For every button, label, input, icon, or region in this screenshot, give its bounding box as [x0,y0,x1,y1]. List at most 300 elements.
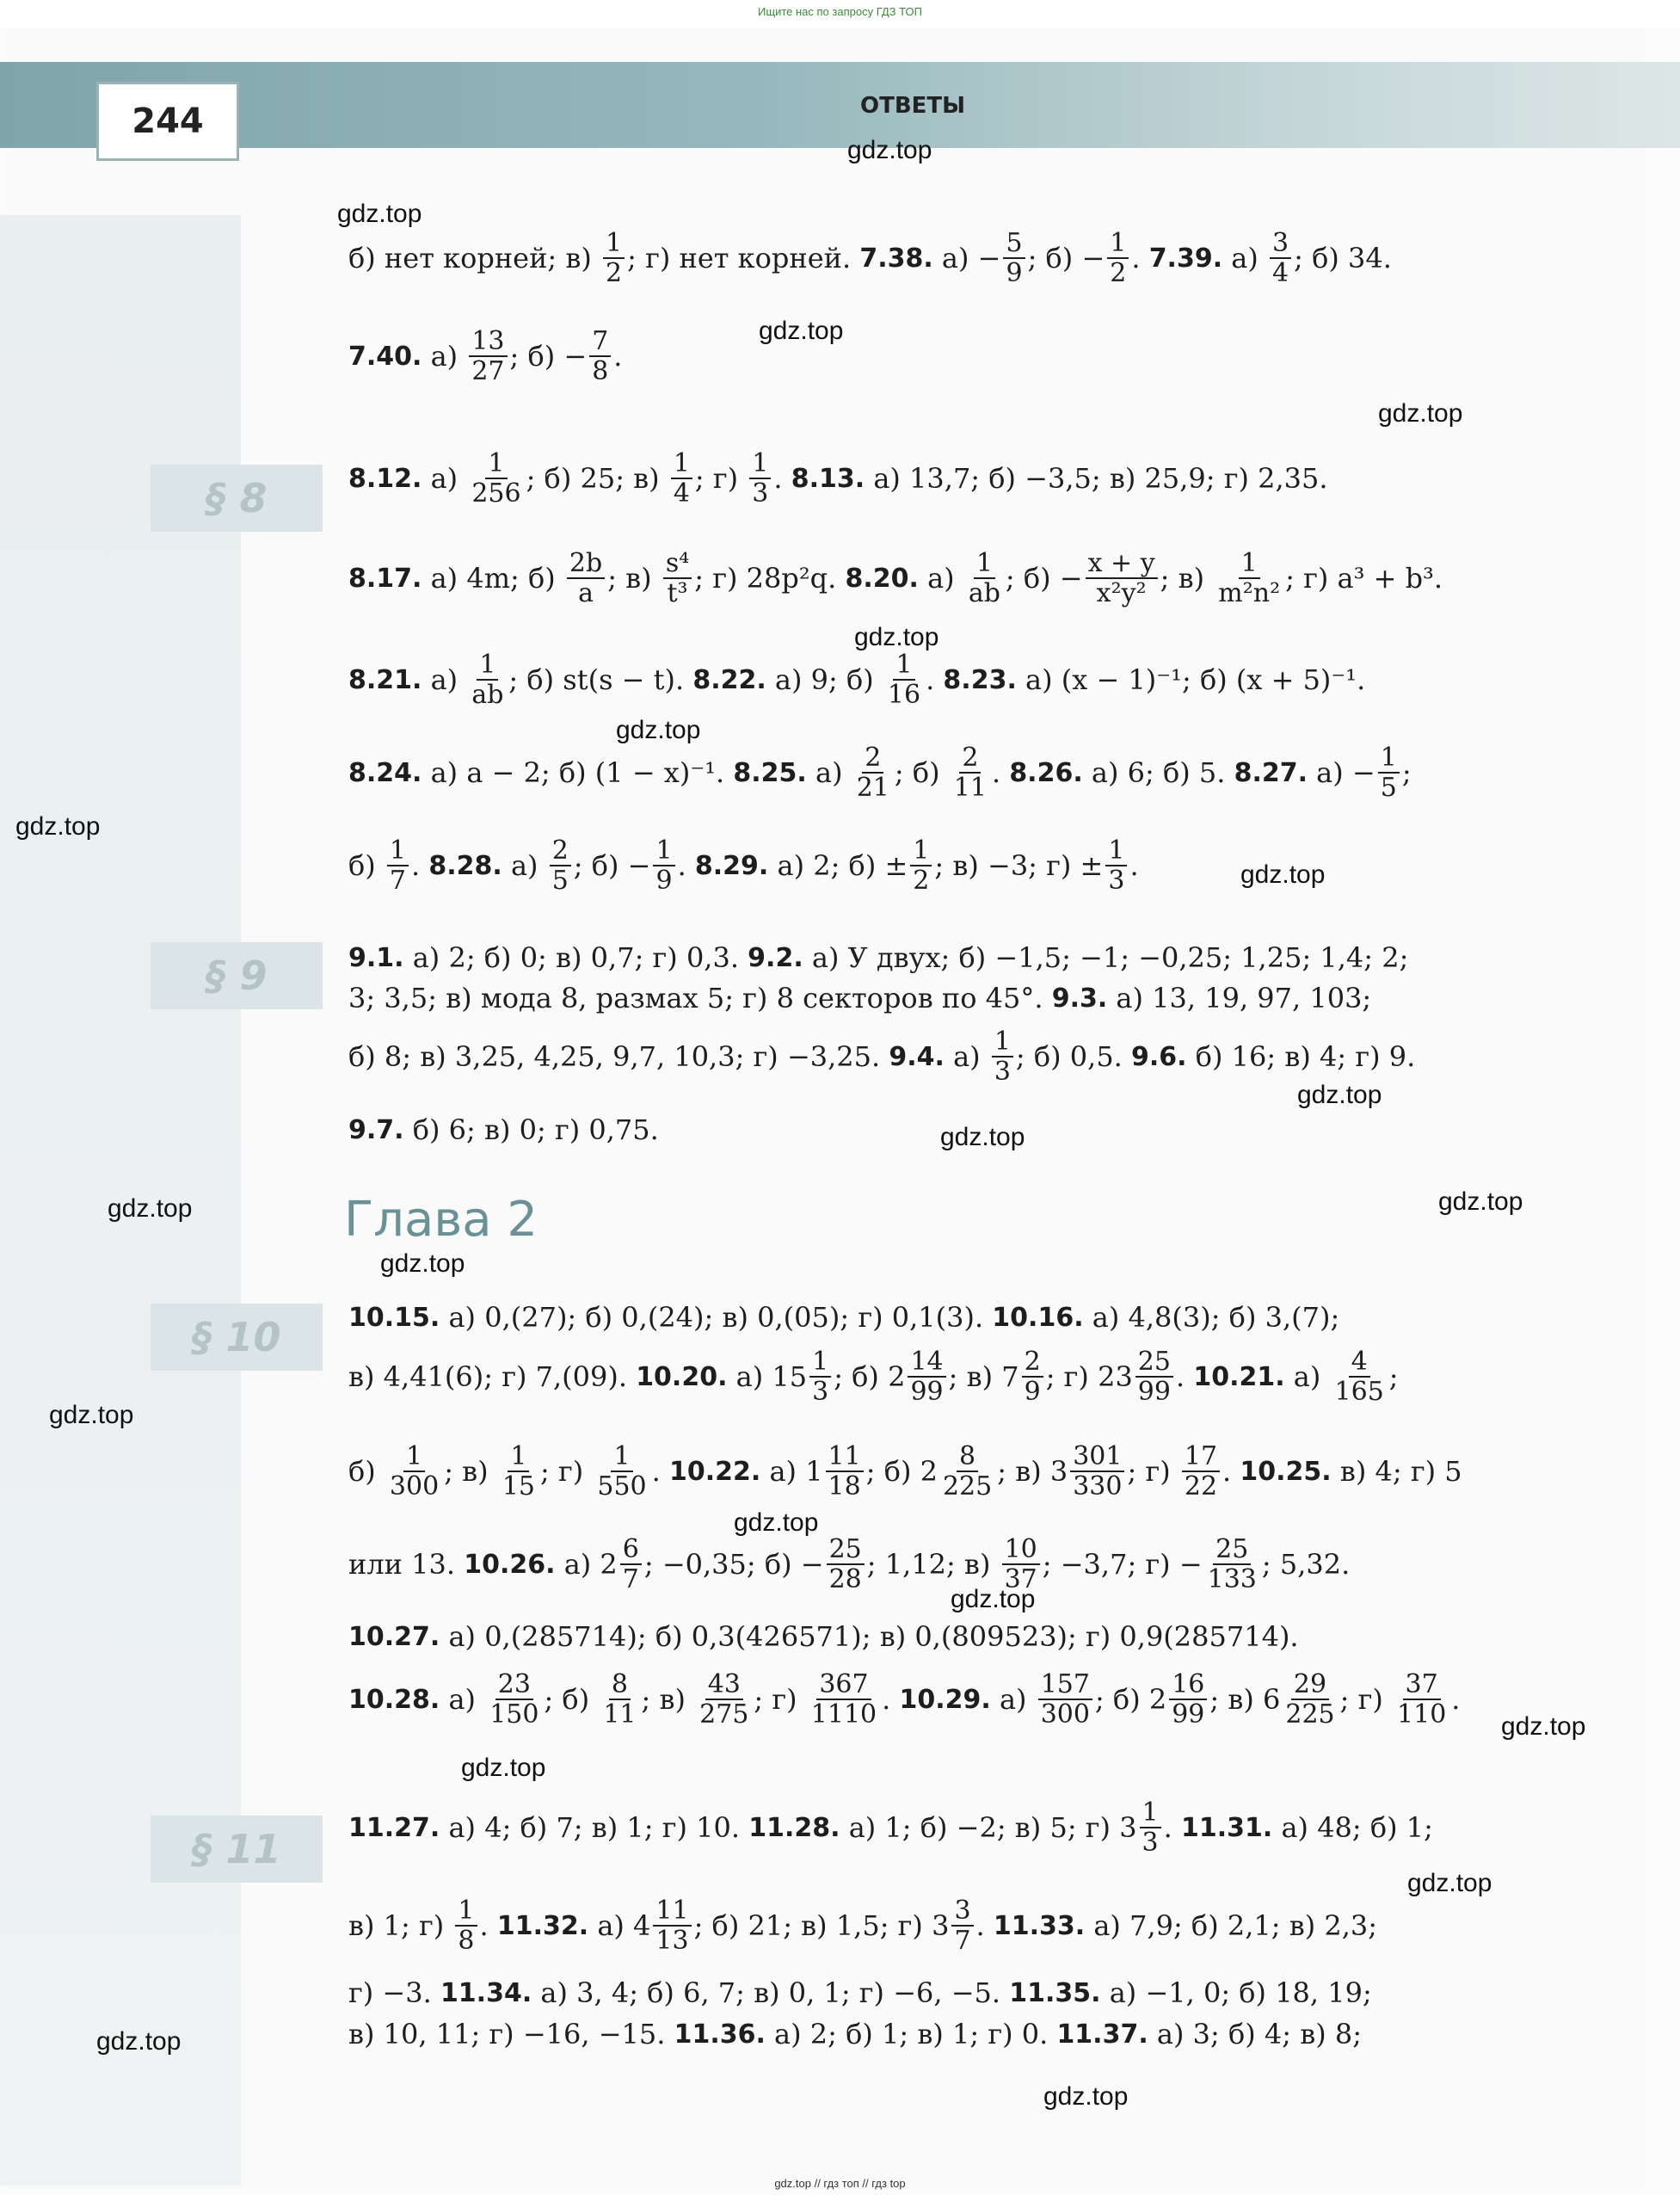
answer-line-content [348,1027,1501,1087]
denominator: 99 [1172,1699,1205,1729]
numerator: 3 [951,1896,973,1927]
fraction [826,1442,864,1501]
answer-text: в) 1; г) [348,1909,453,1942]
denominator: x²y² [1096,578,1147,608]
exercise-number: 10.20. [636,1361,728,1392]
denominator: 275 [699,1699,749,1729]
denominator: t³ [667,578,688,608]
answer-text: а) 2; б) 0; в) 0,7; г) 0,3. [403,941,748,974]
exercise-number: 10.29. [899,1684,991,1715]
answer-text: а) 0,(285714); б) 0,3(426571); в) 0,(809523); г) 0,9(285714). [440,1620,1299,1653]
answer-text: а) 4 [588,1909,651,1942]
denominator: 4 [1272,258,1289,288]
watermark: gdz.top [951,1585,1036,1613]
denominator: 7 [954,1926,971,1956]
numerator: 1 [893,650,914,681]
fraction [469,650,506,709]
answer-text: ; г) 23 [1045,1360,1133,1393]
exercise-number: 8.29. [694,850,769,881]
denominator: 99 [910,1377,944,1407]
answer-text: ; б) st(s − t). [508,663,693,696]
answer-text: а) 1 [760,1455,823,1488]
fraction [1038,1670,1092,1729]
numerator: 5 [1003,229,1025,259]
answer-text: . [991,756,1010,789]
answer-text: а) 1; б) −2; в) 5; г) 3 [840,1811,1137,1844]
exercise-number: 8.27. [1234,757,1308,788]
answer-text: ; г) [754,1683,806,1716]
answer-line-content [348,650,1501,710]
denominator: m²n² [1218,578,1281,608]
answer-line [348,448,1501,509]
section-8-label: § 8 [151,465,323,532]
fraction [469,449,523,508]
fraction [1140,1798,1161,1857]
denominator: 3 [752,478,769,509]
numerator: 301 [1070,1442,1124,1472]
denominator: ab [968,578,1000,608]
fraction [910,836,932,895]
answer-text: . [926,663,944,696]
answer-text: ; б) 2 [834,1360,906,1393]
answer-text: а) У двух; б) −1,5; −1; −0,25; 1,25; 1,4; 2; [803,941,1409,974]
answer-line-content [348,1106,1501,1154]
answer-text: а) 0,(27); б) 0,(24); в) 0,(05); г) 0,1(3). [440,1301,993,1334]
answer-text: а) 9; б) [766,663,883,696]
numerator: x + y [1086,549,1158,579]
fraction [697,1670,751,1729]
answer-text: а) [440,1683,485,1716]
answer-line [348,548,1501,608]
exercise-number: 11.32. [496,1910,589,1941]
answer-text: а) 3; б) 4; в) 8; [1148,2018,1362,2050]
answer-line [348,650,1501,710]
answer-text: а) 2; б) ± [768,849,908,882]
answer-line-content [348,1797,1501,1858]
answer-text: . [882,1683,900,1716]
answer-text: ; б) 25; в) [526,462,668,495]
bottom-note: gdz.top // гдз топ // гдз top [774,2177,906,2190]
denominator: 5 [551,866,569,896]
numerator: 23 [495,1670,533,1700]
watermark: gdz.top [96,2027,182,2056]
answer-line-content [348,448,1501,509]
answer-text: в) 10, 11; г) −16, −15. [348,2018,674,2050]
fraction [940,1442,994,1501]
fraction [1215,549,1283,607]
answer-text: б) 8; в) 3,25, 4,25, 9,7, 10,3; г) −3,25. [348,1040,889,1073]
answer-text: а) − [1308,756,1375,789]
watermark: gdz.top [1240,860,1326,889]
answer-text: ; б) [544,1683,599,1716]
answer-text: ; г) 28p²q. [694,562,846,595]
numerator: 1 [809,1347,831,1378]
fraction [1270,229,1291,287]
denominator: 3 [812,1377,829,1407]
denominator: 15 [502,1471,535,1501]
answer-text: ; в) −3; г) ± [934,849,1104,882]
answer-text: ; б) 2 [1094,1683,1167,1716]
numerator: 1 [974,549,995,579]
answer-text: ; в) 3 [997,1455,1068,1488]
fraction [1003,229,1025,287]
denominator: 99 [1137,1377,1171,1407]
denominator: 225 [1285,1699,1335,1729]
exercise-number: 7.38. [859,243,933,274]
numerator: 367 [816,1670,871,1700]
answer-text: а) −1, 0; б) 18, 19; [1100,1976,1372,2009]
answer-text: а) [422,340,467,373]
exercise-number: 7.40. [348,341,422,372]
answer-line-content [348,228,1501,288]
exercise-number: 11.37. [1056,2019,1148,2050]
fraction [1070,1442,1124,1501]
answer-text: б) [348,1455,385,1488]
exercise-number: 7.39. [1148,243,1223,274]
denominator: 8 [592,356,609,386]
watermark: gdz.top [854,623,939,651]
numerator: 1 [387,836,409,866]
answer-text: а) 7,9; б) 2,1; в) 2,3; [1085,1909,1378,1942]
fraction [653,1896,691,1955]
exercise-number: 11.33. [993,1910,1086,1941]
watermark: gdz.top [1407,1869,1492,1897]
denominator: 37 [1004,1564,1037,1594]
answer-text: ; [1401,756,1412,789]
answer-text: а) [422,663,467,696]
fraction [908,1347,945,1406]
answer-text: . [651,1455,669,1488]
watermark: gdz.top [1297,1081,1382,1109]
numerator: 25 [1135,1347,1173,1378]
answer-text: ; −0,35; б) − [643,1548,824,1581]
numerator: 25 [1213,1535,1251,1565]
answer-text: ; б) 21; в) 1,5; г) 3 [693,1909,950,1942]
answer-text: а) [944,1040,989,1073]
answer-line-content [348,974,1501,1022]
answer-text: ; −3,7; г) − [1042,1548,1203,1581]
answer-text: а) [502,849,547,882]
section-9-label: § 9 [151,942,323,1009]
denominator: 9 [655,866,673,896]
answer-line-content [348,835,1501,896]
numerator: 2 [1022,1347,1043,1378]
answer-line-content [348,548,1501,608]
exercise-number: 8.17. [348,563,422,594]
fraction [1135,1347,1173,1406]
denominator: 2 [1110,258,1127,288]
watermark: gdz.top [108,1194,193,1223]
answer-text: ; б) 2 [865,1455,938,1488]
answer-text: ; б) [894,756,949,789]
numerator: 1 [611,1442,632,1472]
answer-text: а) (x − 1)⁻¹; б) (x + 5)⁻¹. [1016,663,1366,696]
chapter-title: Глава 2 [344,1192,538,1248]
exercise-number: 10.15. [348,1302,440,1333]
fraction [885,650,923,709]
watermark: gdz.top [1438,1187,1523,1216]
answer-text: ; б) 0,5. [1015,1040,1132,1073]
denominator: 2 [913,866,930,896]
answer-text: . [1163,1811,1181,1844]
exercise-number: 8.26. [1009,757,1083,788]
answer-text: ; г) [1127,1455,1179,1488]
fraction [500,1442,538,1501]
exercise-number: 11.36. [674,2019,766,2050]
answer-text: б) 16; в) 4; г) 9. [1186,1040,1416,1073]
watermark: gdz.top [759,317,844,345]
answer-line [348,1106,1501,1154]
watermark: gdz.top [461,1754,546,1782]
answer-text: . [1131,242,1149,274]
watermark: gdz.top [940,1123,1025,1151]
exercise-number: 10.28. [348,1684,440,1715]
answer-line [348,1534,1501,1594]
numerator: 7 [589,327,611,357]
answer-text: . [975,1909,994,1942]
exercise-number: 8.24. [348,757,422,788]
numerator: 1 [477,650,498,681]
answer-text: ; в) 7 [948,1360,1019,1393]
numerator: 1 [603,229,625,259]
denominator: 11 [953,773,987,803]
exercise-number: 8.12. [348,463,422,494]
answer-text: . [411,849,429,882]
fraction [1086,549,1158,607]
fraction [809,1670,879,1729]
denominator: 28 [828,1564,862,1594]
denominator: 3 [1142,1828,1159,1858]
numerator: 1 [455,1896,477,1927]
answer-text: а) [990,1683,1036,1716]
denominator: 16 [887,680,921,710]
exercise-number: 9.4. [889,1041,945,1072]
fraction [854,743,892,802]
numerator: 1 [1378,743,1400,774]
exercise-number: 10.21. [1193,1361,1285,1392]
header-band [0,62,1680,148]
denominator: 550 [597,1471,647,1501]
fraction [1378,743,1400,802]
denominator: 225 [942,1471,993,1501]
numerator: 13 [469,327,507,357]
fraction [663,549,692,607]
answer-text: ; г) [694,462,748,495]
answer-text: ; б) 34. [1294,242,1392,274]
fraction [1332,1347,1387,1406]
fraction [387,1442,441,1501]
answer-text: б) нет корней; в) [348,242,601,274]
answer-line-content [348,1293,1501,1341]
watermark: gdz.top [380,1249,465,1278]
exercise-number: 8.13. [791,463,865,494]
watermark: gdz.top [616,716,701,744]
exercise-number: 11.34. [440,1977,532,2008]
answer-text: а) 2 [555,1548,618,1581]
watermark: gdz.top [49,1401,134,1429]
answer-line [348,974,1501,1022]
answer-text: а) 13,7; б) −3,5; в) 25,9; г) 2,35. [865,462,1328,495]
fraction [594,1442,649,1501]
answer-text: а) 4; б) 7; в) 1; г) 10. [440,1811,749,1844]
numerator: 8 [957,1442,978,1472]
numerator: 1 [671,449,692,479]
fraction [1205,1535,1259,1594]
exercise-number: 10.22. [668,1456,761,1487]
fraction [620,1535,642,1594]
fraction [603,229,625,287]
answer-text: ; б) − [509,340,588,373]
answer-text: ; [1388,1360,1399,1393]
answer-text: . [479,1909,497,1942]
answer-text: а) − [932,242,1001,274]
answer-text: а) 13, 19, 97, 103; [1107,982,1372,1014]
answer-text: . [1222,1455,1240,1488]
answer-text: а) [806,756,852,789]
denominator: 1110 [810,1699,877,1729]
answer-line [348,1797,1501,1858]
fraction [1182,1442,1220,1501]
numerator: 6 [620,1535,642,1565]
answer-text: а) a − 2; б) (1 − x)⁻¹. [422,756,734,789]
page-number: 244 [96,82,239,161]
exercise-number: 10.27. [348,1621,440,1652]
numerator: 2b [567,549,605,579]
answer-line-content [348,743,1501,803]
answer-line [348,743,1501,803]
answer-line [348,1027,1501,1087]
watermark: gdz.top [1378,399,1463,428]
denominator: 3 [1108,866,1125,896]
answer-text: ; б) − [1027,242,1105,274]
answer-line-content [348,1612,1501,1661]
answer-text: ; в) [1160,562,1214,595]
numerator: 1 [910,836,932,866]
exercise-number: 10.16. [992,1302,1084,1333]
exercise-number: 11.31. [1180,1812,1273,1843]
fraction [1105,836,1127,895]
answer-text: ; г) a³ + b³. [1285,562,1443,595]
answer-text: ; в) [607,562,661,595]
answer-text: ; 5,32. [1261,1548,1351,1581]
numerator: 1 [749,449,771,479]
fraction [809,1347,831,1406]
numerator: 25 [827,1535,865,1565]
answer-text: а) [1284,1360,1330,1393]
fraction [951,1896,973,1955]
exercise-number: 11.35. [1009,1977,1101,2008]
answer-text: или 13. [348,1548,465,1581]
fraction [600,1670,638,1729]
answer-text: а) 3, 4; б) 6, 7; в) 0, 1; г) −6, −5. [532,1976,1010,2009]
numerator: 2 [862,743,883,774]
fraction [469,327,507,385]
answer-line-content [348,1896,1501,1956]
fraction [589,327,611,385]
watermark: gdz.top [15,812,101,841]
denominator: 27 [471,356,505,386]
answer-text: а) [422,462,467,495]
fraction [550,836,571,895]
numerator: 17 [1182,1442,1220,1472]
answer-line [348,228,1501,288]
answer-text: . [1175,1360,1194,1393]
denominator: 110 [1397,1699,1447,1729]
exercise-number: 9.7. [348,1114,404,1145]
answer-text: ; в) [641,1683,695,1716]
denominator: 7 [622,1564,639,1594]
answer-line [348,1441,1501,1501]
answer-line-content [348,1534,1501,1594]
fraction [1169,1670,1207,1729]
answer-text: ; б) − [573,849,651,882]
fraction [1022,1347,1043,1406]
denominator: 2 [606,258,623,288]
answer-text: . [613,340,623,373]
denominator: 18 [828,1471,861,1501]
answer-text: в) 4,41(6); г) 7,(09). [348,1360,637,1393]
numerator: 1 [1239,549,1260,579]
answer-text: ; г) [1339,1683,1393,1716]
denominator: 4 [673,478,690,509]
answer-text: ; г) [540,1455,593,1488]
answer-text: а) 2; б) 1; в) 1; г) 0. [765,2018,1057,2050]
answer-line-content [348,1669,1501,1729]
answer-text: ; в) 6 [1209,1683,1281,1716]
numerator: 29 [1291,1670,1329,1700]
denominator: 9 [1006,258,1023,288]
answer-line [348,835,1501,896]
exercise-number: 9.6. [1131,1041,1187,1072]
watermark: gdz.top [1043,2082,1129,2111]
numerator: 11 [653,1896,691,1927]
numerator: 1 [992,1027,1013,1057]
denominator: 21 [856,773,889,803]
denominator: 7 [389,866,407,896]
answer-text: а) 4,8(3); б) 3,(7); [1083,1301,1340,1334]
answer-line [348,1347,1501,1407]
denominator: 330 [1073,1471,1123,1501]
exercise-number: 8.22. [692,664,766,695]
exercise-number: 9.3. [1051,983,1108,1014]
numerator: 2 [550,836,571,866]
numerator: s⁴ [663,549,692,579]
denominator: 5 [1380,773,1397,803]
watermark: gdz.top [1501,1712,1586,1741]
numerator: 37 [1403,1670,1441,1700]
denominator: 256 [471,478,521,509]
fraction [827,1535,865,1594]
watermark: gdz.top [337,200,422,228]
numerator: 1 [1140,1798,1161,1828]
answer-text: ; 1,12; в) [866,1548,1000,1581]
answer-text: . [1451,1683,1461,1716]
answer-text: б) 6; в) 0; г) 0,75. [403,1113,659,1146]
answer-line [348,1896,1501,1956]
answer-text: а) 15 [727,1360,808,1393]
numerator: 1 [485,449,507,479]
answer-text: ; б) − [1005,562,1083,595]
denominator: 8 [458,1926,475,1956]
answer-text: а) [1222,242,1268,274]
denominator: 165 [1334,1377,1384,1407]
answer-text: ; г) нет корней. [627,242,860,274]
denominator: 300 [1040,1699,1090,1729]
answer-text: . [773,462,791,495]
section-11-label: § 11 [151,1816,323,1883]
exercise-number: 8.20. [845,563,919,594]
answer-text: в) 4; г) 5 [1331,1455,1462,1488]
